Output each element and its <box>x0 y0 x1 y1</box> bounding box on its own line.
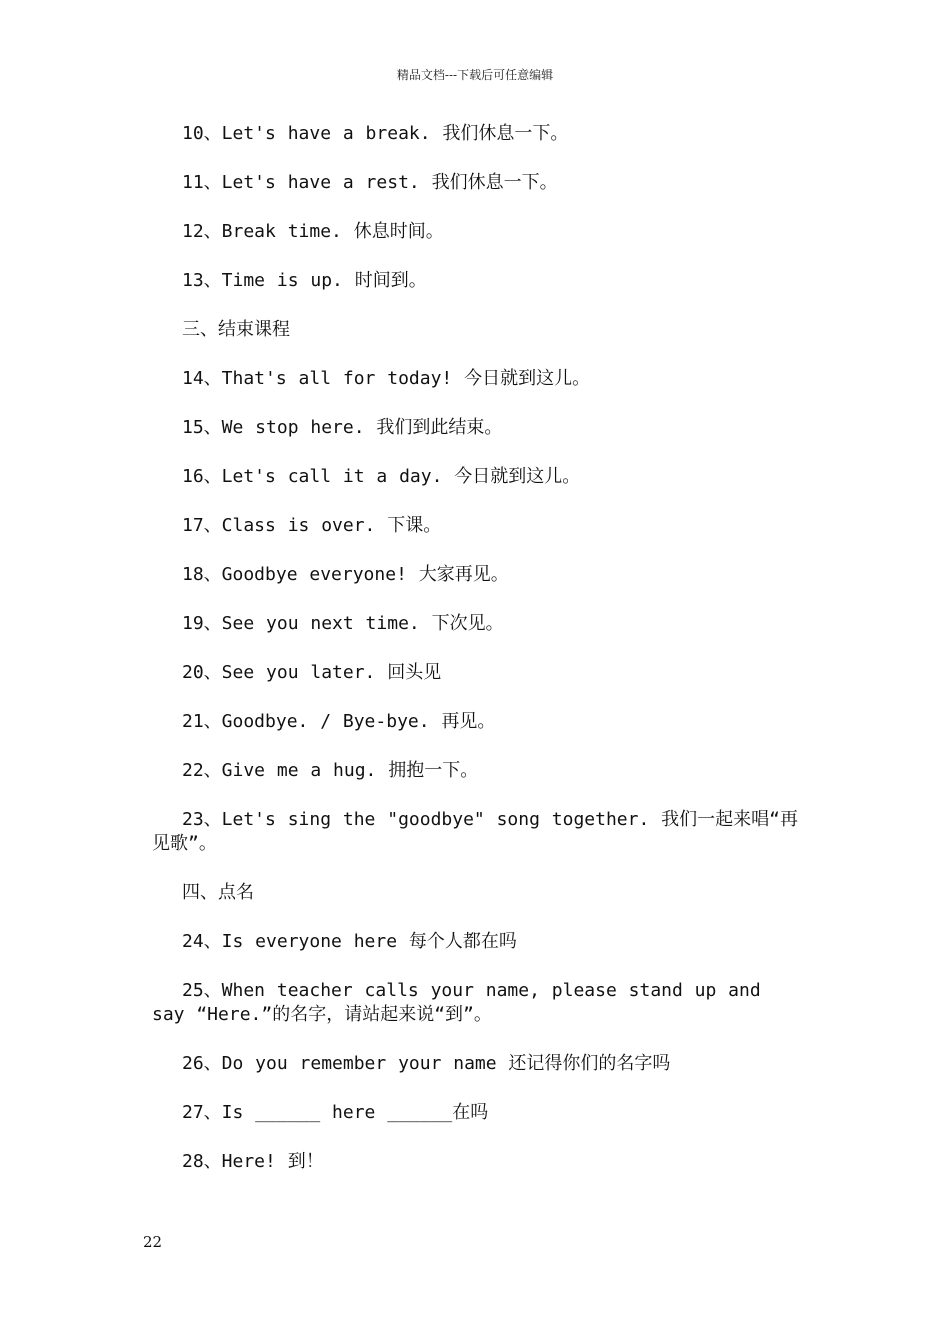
phrase-line-12: 12、Break time. 休息时间。 <box>182 221 444 242</box>
phrase-line-13: 13、Time is up. 时间到。 <box>182 270 427 291</box>
phrase-line-17: 17、Class is over. 下课。 <box>182 515 442 536</box>
page-header: 精品文档---下载后可任意编辑 <box>396 68 554 82</box>
phrase-line-25: 25、When teacher calls your name, please stand up and say “Here.”的名字，请站起来说“到”。 <box>152 980 761 1025</box>
phrase-line-24: 24、Is everyone here 每个人都在吗 <box>182 931 517 952</box>
phrase-line-27: 27、Is ______ here ______在吗 <box>182 1102 489 1123</box>
section-heading-roll-call: 四、点名 <box>182 882 254 903</box>
phrase-line-21: 21、Goodbye. / Bye-bye. 再见。 <box>182 711 496 732</box>
phrase-line-10: 10、Let's have a break. 我们休息一下。 <box>182 123 569 144</box>
phrase-line-26: 26、Do you remember your name 还记得你们的名字吗 <box>182 1053 671 1074</box>
phrase-line-11: 11、Let's have a rest. 我们休息一下。 <box>182 172 558 193</box>
phrase-line-15: 15、We stop here. 我们到此结束。 <box>182 417 503 438</box>
phrase-line-18: 18、Goodbye everyone! 大家再见。 <box>182 564 509 585</box>
phrase-line-23: 23、Let's sing the "goodbye" song together. 我们一起来唱“再见歌”。 <box>152 809 798 854</box>
phrase-line-14: 14、That's all for today! 今日就到这儿。 <box>182 368 591 389</box>
section-heading-end-class: 三、结束课程 <box>182 319 290 340</box>
phrase-line-19: 19、See you next time. 下次见。 <box>182 613 504 634</box>
page-number: 22 <box>143 1233 163 1251</box>
phrase-line-16: 16、Let's call it a day. 今日就到这儿。 <box>182 466 581 487</box>
phrase-line-28: 28、Here! 到！ <box>182 1151 324 1172</box>
phrase-line-20: 20、See you later. 回头见 <box>182 662 442 683</box>
document-body <box>152 122 802 1199</box>
phrase-line-22: 22、Give me a hug. 拥抱一下。 <box>182 760 479 781</box>
